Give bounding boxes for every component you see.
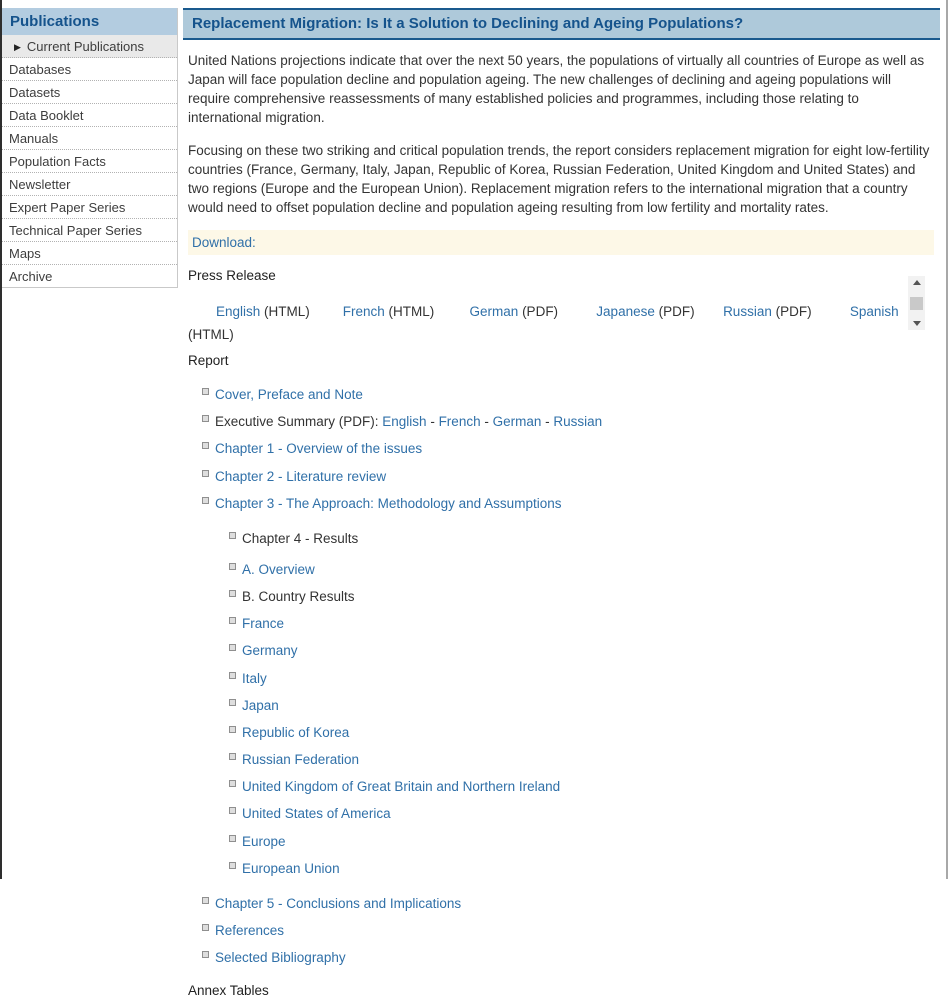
report-link-france[interactable]: France xyxy=(242,616,285,632)
press-release-item-spanish xyxy=(850,302,899,321)
separator: - xyxy=(426,414,439,430)
report-link-europe[interactable]: Europe xyxy=(242,833,286,849)
report-item-united-states xyxy=(188,804,934,823)
report-link-cover[interactable]: Cover, Preface and Note xyxy=(215,387,363,403)
sidebar-item-maps[interactable]: Maps xyxy=(2,242,177,265)
square-bullet-icon xyxy=(229,672,236,679)
exec-summary-link-french[interactable]: French xyxy=(438,414,481,430)
sidebar-item-label: Current Publications xyxy=(26,39,144,54)
scrollbar-thumb[interactable] xyxy=(910,297,923,310)
exec-summary-link-german[interactable]: German xyxy=(492,414,542,430)
press-release-format: (HTML) xyxy=(384,303,435,319)
report-link-chapter5[interactable]: Chapter 5 - Conclusions and Implications xyxy=(215,895,462,911)
square-bullet-icon xyxy=(229,699,236,706)
download-link[interactable]: Download: xyxy=(192,235,256,251)
report-link-overview[interactable]: A. Overview xyxy=(242,561,315,577)
intro-paragraph-1: United Nations projections indicate that over the next 50 years, the populations of virtually all countries of Europe as well as Japan will face population decline and population ageing. The new challenges of declining and ageing populations will require comprehensive reassessments of many established policies and programmes, including those relating to international migration. xyxy=(188,53,925,126)
report-link-bibliography[interactable]: Selected Bibliography xyxy=(215,950,346,966)
report-list xyxy=(188,385,934,967)
square-bullet-icon xyxy=(202,442,209,449)
report-item-korea xyxy=(188,723,934,742)
press-release-item-russian xyxy=(723,302,846,321)
sidebar-item-newsletter[interactable]: Newsletter xyxy=(2,173,177,196)
scroll-up-arrow-icon[interactable] xyxy=(913,280,921,285)
report-item-japan xyxy=(188,696,934,715)
sidebar-title: Publications xyxy=(2,8,177,35)
sidebar-item-technical-paper-series[interactable]: Technical Paper Series xyxy=(2,219,177,242)
report-link-russian-federation[interactable]: Russian Federation xyxy=(242,752,360,768)
report-item-country-results xyxy=(188,587,934,606)
report-item-cover xyxy=(188,385,934,404)
report-item-chapter5 xyxy=(188,894,934,913)
press-release-scrollbar[interactable] xyxy=(908,276,925,330)
separator: - xyxy=(541,414,554,430)
report-link-chapter2[interactable]: Chapter 2 - Literature review xyxy=(215,468,387,484)
square-bullet-icon xyxy=(229,807,236,814)
report-item-chapter4 xyxy=(188,529,934,548)
window-right-edge xyxy=(946,0,948,879)
press-release-item-english xyxy=(216,302,339,321)
press-release-heading: Press Release xyxy=(188,268,276,284)
press-release-links-row xyxy=(188,302,934,321)
report-item-bibliography xyxy=(188,948,934,967)
square-bullet-icon xyxy=(229,780,236,787)
square-bullet-icon xyxy=(202,924,209,931)
exec-summary-link-russian[interactable]: Russian xyxy=(553,414,603,430)
report-link-chapter3[interactable]: Chapter 3 - The Approach: Methodology and Assumptions xyxy=(215,495,562,511)
report-heading: Report xyxy=(188,352,229,368)
country-results-label: B. Country Results xyxy=(242,589,355,605)
square-bullet-icon xyxy=(202,470,209,477)
report-link-japan[interactable]: Japan xyxy=(242,697,279,713)
intro-paragraph-2: Focusing on these two striking and critical population trends, the report considers replacement migration for eight low-fertility countries (France, Germany, Italy, Japan, Republic of Korea, Russian Federation, United Kingdom and United States) and two regions (Europe and the European Union). Replacement migration refers to the international migration that a country would need to offset population decline and population ageing resulting from low fertility and mortality rates. xyxy=(188,142,930,216)
download-bar xyxy=(188,230,934,255)
press-release-item-japanese xyxy=(596,302,719,321)
scroll-down-arrow-icon[interactable] xyxy=(913,321,921,326)
report-link-korea[interactable]: Republic of Korea xyxy=(242,724,350,740)
square-bullet-icon xyxy=(202,497,209,504)
press-release-link-russian[interactable]: Russian xyxy=(723,303,772,319)
press-release-wrapped-format: (HTML) xyxy=(188,326,234,342)
sidebar-item-datasets[interactable]: Datasets xyxy=(2,81,177,104)
report-item-executive-summary xyxy=(188,412,934,431)
sidebar-item-archive[interactable]: Archive xyxy=(9,269,53,284)
press-release-link-spanish[interactable]: Spanish xyxy=(849,303,899,319)
sidebar-item-expert-paper-series[interactable]: Expert Paper Series xyxy=(2,196,177,219)
report-item-chapter2 xyxy=(188,467,934,486)
report-link-italy[interactable]: Italy xyxy=(242,670,267,686)
press-release-link-japanese[interactable]: Japanese xyxy=(596,303,655,319)
square-bullet-icon xyxy=(229,590,236,597)
publications-sidebar xyxy=(2,8,178,288)
press-release-format: (PDF) xyxy=(654,303,695,319)
square-bullet-icon xyxy=(229,862,236,869)
chapter4-label: Chapter 4 - Results xyxy=(242,530,359,546)
page-title: Replacement Migration: Is It a Solution to Declining and Ageing Populations? xyxy=(183,8,940,40)
report-item-russian-federation xyxy=(188,750,934,769)
report-link-united-states[interactable]: United States of America xyxy=(242,806,391,822)
press-release-item-german xyxy=(470,302,593,321)
report-link-germany[interactable]: Germany xyxy=(242,643,298,659)
square-bullet-icon xyxy=(229,753,236,760)
square-bullet-icon xyxy=(229,617,236,624)
press-release-item-french xyxy=(343,302,466,321)
main-panel xyxy=(183,8,940,1000)
exec-summary-link-english[interactable]: English xyxy=(382,414,427,430)
annex-tables-heading: Annex Tables xyxy=(188,983,269,999)
report-item-france xyxy=(188,614,934,633)
sidebar-item-data-booklet[interactable]: Data Booklet xyxy=(2,104,177,127)
report-item-chapter1 xyxy=(188,439,934,458)
square-bullet-icon xyxy=(202,415,209,422)
press-release-format: (HTML) xyxy=(260,303,310,319)
square-bullet-icon xyxy=(202,951,209,958)
main-content xyxy=(183,40,940,1000)
press-release-links xyxy=(188,302,934,344)
report-link-united-kingdom[interactable]: United Kingdom of Great Britain and Northern Ireland xyxy=(242,779,561,795)
square-bullet-icon xyxy=(229,532,236,539)
report-item-italy xyxy=(188,669,934,688)
report-link-references[interactable]: References xyxy=(215,923,285,938)
sidebar-item-databases[interactable]: Databases xyxy=(2,58,177,81)
press-release-link-german[interactable]: German xyxy=(469,303,519,319)
square-bullet-icon xyxy=(229,644,236,651)
report-item-european-union xyxy=(188,859,934,878)
square-bullet-icon xyxy=(202,897,209,904)
report-item-germany xyxy=(188,641,934,660)
report-item-references xyxy=(188,921,934,940)
executive-summary-label: Executive Summary (PDF): xyxy=(215,414,383,430)
sidebar-item-manuals[interactable]: Manuals xyxy=(2,127,177,150)
square-bullet-icon xyxy=(202,388,209,395)
report-item-united-kingdom xyxy=(188,777,934,796)
square-bullet-icon xyxy=(229,563,236,570)
press-release-format: (PDF) xyxy=(771,303,812,319)
square-bullet-icon xyxy=(229,726,236,733)
sidebar-item-population-facts[interactable]: Population Facts xyxy=(2,150,177,173)
report-item-chapter3 xyxy=(188,494,934,513)
press-release-format: (PDF) xyxy=(518,303,559,319)
separator: - xyxy=(480,414,493,430)
report-item-overview xyxy=(188,560,934,579)
triangle-right-icon: ▶ xyxy=(14,42,21,52)
report-item-europe xyxy=(188,832,934,851)
report-link-european-union[interactable]: European Union xyxy=(242,860,340,876)
press-release-link-english[interactable]: English xyxy=(216,303,261,319)
report-link-chapter1[interactable]: Chapter 1 - Overview of the issues xyxy=(215,441,423,457)
square-bullet-icon xyxy=(229,835,236,842)
press-release-link-french[interactable]: French xyxy=(342,303,385,319)
sidebar-item-current-publications[interactable] xyxy=(2,35,177,58)
